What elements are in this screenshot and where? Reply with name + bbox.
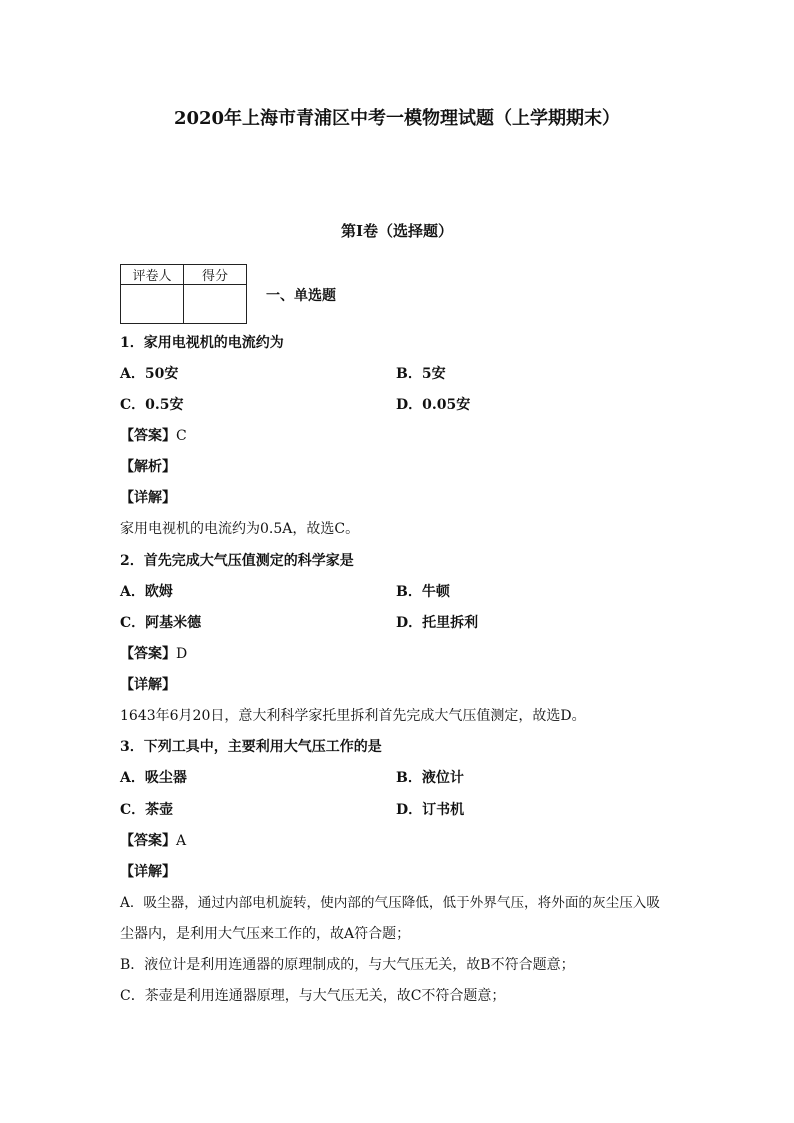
q2-answer-label: 【答案】: [120, 646, 176, 662]
q3-option-d: D．订书机: [396, 802, 465, 818]
score-table-cell-grader: [121, 285, 184, 324]
q2-answer-value: D: [176, 646, 188, 662]
q2-detail-text: 1643年6月20日，意大利科学家托里拆利首先完成大气压值测定，故选D。: [120, 708, 586, 724]
q3-detail-a-line2: 尘器内，是利用大气压来工作的，故A符合题；: [120, 926, 411, 942]
volume-heading: 第I卷（选择题）: [340, 222, 454, 240]
page-title: 2020年上海市青浦区中考一模物理试题（上学期期末）: [173, 108, 621, 129]
q2-option-c: C．阿基米德: [120, 615, 202, 631]
q2-detail-label: 【详解】: [120, 677, 176, 693]
q1-answer: [120, 426, 187, 446]
q2-option-d: D．托里拆利: [396, 615, 479, 631]
q1-answer-label: 【答案】: [120, 428, 176, 444]
q3-detail-c: C．茶壶是利用连通器原理，与大气压无关，故C不符合题意；: [120, 988, 506, 1004]
q3-detail-label: 【详解】: [120, 864, 176, 880]
q1-option-a: A．50安: [120, 366, 179, 382]
q3-option-a: A．吸尘器: [120, 770, 187, 786]
q1-option-b: B．5安: [396, 366, 446, 382]
q1-detail-label: 【详解】: [120, 490, 176, 506]
q1-analysis-label: 【解析】: [120, 459, 176, 475]
q2-stem: 2．首先完成大气压值测定的科学家是: [120, 553, 354, 569]
q2-answer: [120, 644, 187, 664]
q2-option-b: B．牛顿: [396, 584, 450, 600]
q3-option-c: C．茶壶: [120, 802, 174, 818]
q3-detail-b: B．液位计是利用连通器的原理制成的，与大气压无关，故B不符合题意；: [120, 957, 575, 973]
score-table: [120, 264, 247, 324]
q3-detail-a-line1: A．吸尘器，通过内部电机旋转，使内部的气压降低，低于外界气压，将外面的灰尘压入吸: [120, 895, 660, 911]
score-table-header-grader: 评卷人: [121, 265, 184, 285]
section-heading: 一、单选题: [266, 288, 336, 304]
q3-option-b: B．液位计: [396, 770, 464, 786]
q1-detail-text: 家用电视机的电流约为0.5A，故选C。: [120, 521, 360, 537]
q3-answer: [120, 831, 186, 851]
q1-stem: 1．家用电视机的电流约为: [120, 335, 284, 351]
q1-option-c: C．0.5安: [120, 397, 184, 413]
q1-answer-value: C: [176, 428, 187, 444]
q2-option-a: A．欧姆: [120, 584, 173, 600]
q1-option-d: D．0.05安: [396, 397, 471, 413]
q3-stem: 3．下列工具中，主要利用大气压工作的是: [120, 739, 382, 755]
score-table-header-score: 得分: [184, 265, 247, 285]
q3-answer-label: 【答案】: [120, 833, 176, 849]
score-table-cell-score: [184, 285, 247, 324]
q3-answer-value: A: [176, 833, 187, 849]
